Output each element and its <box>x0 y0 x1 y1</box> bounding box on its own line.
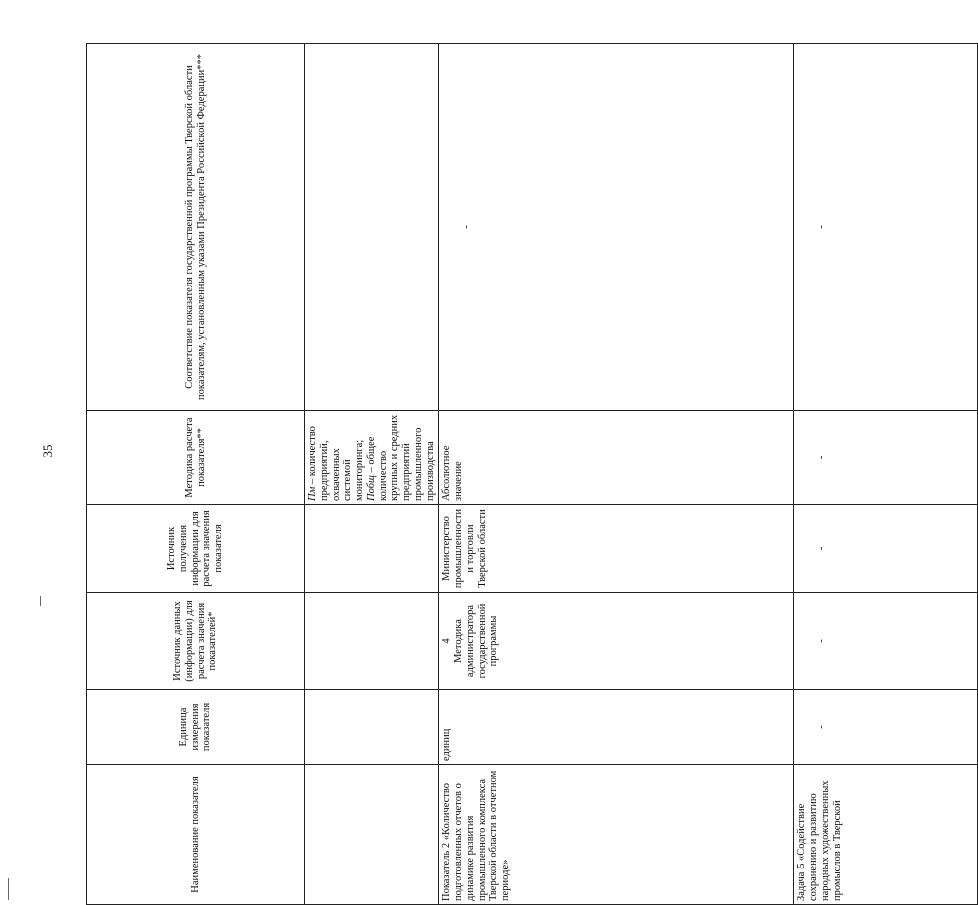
indicators-table <box>86 43 978 905</box>
table-cell <box>305 44 439 411</box>
table-cell <box>305 765 439 905</box>
data-source-text: Методика администратора государственной программы <box>453 603 500 679</box>
task-5-info-source: - <box>794 505 978 593</box>
indicator-2-method: Абсолютное значение <box>439 411 794 505</box>
header-name: Наименование показателя <box>87 765 305 905</box>
header-unit: Единица измерения показателя <box>87 690 305 765</box>
header-row <box>87 44 305 905</box>
header-compliance: Соответствие показателя государственной программы Тверской области показателям, установленным указами Президента Российской Федерации*** <box>87 44 305 411</box>
header-info-source: Источник получения информации для расчета значения показателя <box>87 505 305 593</box>
formula-var-pobsh: Побщ <box>365 475 377 501</box>
indicator-2-name: Показатель 2 «Количество подготовленных отчетов о динамике развития промышленного комплекса Тверской области в отчетном периоде» <box>439 765 794 905</box>
task-5-method: - <box>794 411 978 505</box>
data-source-number: 4 <box>441 638 453 644</box>
task-5-data-source: - <box>794 593 978 690</box>
method-formula-cell <box>305 411 439 505</box>
formula-var-pm: Пм <box>307 486 318 501</box>
task-5-compliance: - <box>794 44 978 411</box>
formula-text-pm: – количество предприятий, охваченных системой мониторинга; <box>307 426 365 501</box>
header-data-source: Источник данных (информации) для расчета значения показателей* <box>87 593 305 690</box>
header-method: Методика расчета показателя** <box>87 411 305 505</box>
indicator-2-compliance: - <box>439 44 794 411</box>
task-5-name: Задача 5 «Содействие сохранению и развитию народных художественных промыслов в Тверской <box>794 765 978 905</box>
formula-text-pobsh: – общее количество крупных и средних предприятий промышленного производства <box>365 414 436 501</box>
table-row <box>794 44 978 905</box>
task-5-unit: - <box>794 690 978 765</box>
indicator-2-data-source <box>439 593 794 690</box>
table-cell <box>305 593 439 690</box>
rotated-table-sheet <box>86 43 843 905</box>
table-cell <box>305 505 439 593</box>
table-row <box>439 44 794 905</box>
indicator-2-unit: единиц <box>439 690 794 765</box>
indicator-2-info-source: Министерство промышленности и торговли Тверской области <box>439 505 794 593</box>
scan-mark-bottom <box>8 878 9 900</box>
scan-mark-top <box>40 596 41 606</box>
page-number: 35 <box>40 444 55 458</box>
table-row <box>305 44 439 905</box>
table-cell <box>305 690 439 765</box>
